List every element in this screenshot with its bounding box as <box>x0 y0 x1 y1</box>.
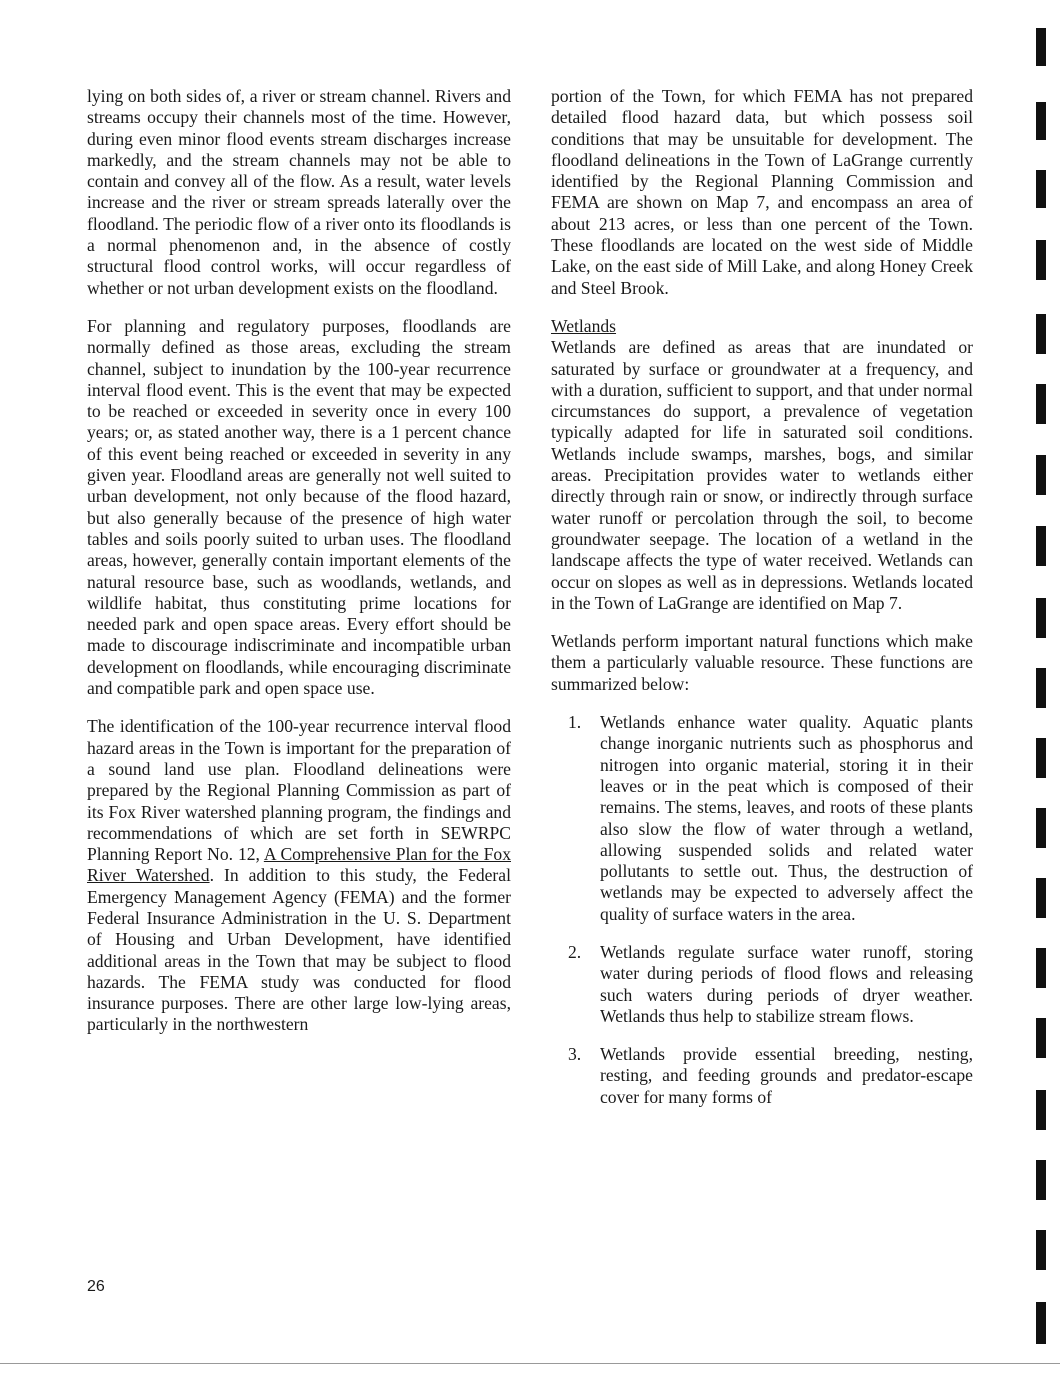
scan-edge-mark <box>1036 1230 1046 1270</box>
scan-edge-mark <box>1036 1090 1046 1130</box>
scan-bottom-edge <box>0 1363 1060 1364</box>
scan-edge-mark <box>1036 384 1046 424</box>
paragraph-text-part: . In addition to this study, the Federal Emergency Management Agency (FEMA) and the former Federal Insurance Administration in the U. S. Department of Housing and Urban Development, have identified additional areas in the Town that may be subject to flood hazards. The FEMA study was conducted for flood insurance purposes. There are other large low-lying areas, particularly in the northwestern <box>87 865 511 1035</box>
section-heading-wetlands: Wetlands <box>551 315 617 336</box>
paragraph-floodland-definition: For planning and regulatory purposes, floodlands are normally defined as those areas, excluding the stream channel, subject to inundation by the 100-year recurrence interval flood event. This is the event that may be expected to be reached or exceeded in severity once in every 100 years; or, as stated another way, there is a 1 percent chance of this event being reached or exceeded in severity in any given year. Floodland areas are generally not well suited to urban development, not only because of the flood hazard, but also generally because of the presence of high water tables and soils poorly suited to urban uses. The floodland areas, however, generally contain important elements of the natural resource base, such as woodlands, wetlands, and wildlife habitat, thus constituting prime locations for needed park and open space areas. Every effort should be made to discourage indiscriminate and incompatible urban development on floodlands, while encouraging discriminate and compatible park and open space use. <box>87 315 511 699</box>
list-item-text: Wetlands enhance water quality. Aquatic plants change inorganic nutrients such as phosphorus and nitrogen into organic material, storing it in their leaves or in the peat which is composed of their remains. The stems, leaves, and roots of these plants also slow the flow of water through a wetland, allowing suspended solids and related water pollutants to settle out. Thus, the destruction of wetlands may be expected to adversely affect the quality of surface waters in the area. <box>600 712 973 924</box>
scan-edge-mark <box>1036 1302 1046 1344</box>
scan-edge-mark <box>1036 170 1046 208</box>
paragraph-wetlands-definition: Wetlands are defined as areas that are inundated or saturated by surface or groundwater at a frequency, and with a duration, sufficient to support, and that under normal circumstances do support, a prevalence of vegetation typically adapted for life in saturated soil conditions. Wetlands include swamps, marshes, bogs, and similar areas. Precipitation provides water to wetlands either directly through rain or snow, or indirectly through surface water runoff or percolation through the soil, to become groundwater seepage. The location of a wetland in the landscape affects the type of water received. Wetlands can occur on slopes as well as in depressions. Wetlands located in the Town of LaGrange are identified on Map 7. <box>551 337 973 613</box>
scan-edge-mark <box>1036 878 1046 918</box>
list-item-number: 1. <box>568 712 582 733</box>
report-title: A Comprehensive Plan for the Fox River Watershed <box>87 844 511 886</box>
scan-edge-mark <box>1036 738 1046 778</box>
list-item <box>551 712 973 925</box>
paragraph-floodland-overview: lying on both sides of, a river or stream channel. Rivers and streams occupy their channels most of the time. However, during even minor flood events stream discharges increase markedly, and the stream channels may not be able to contain and convey all of the flow. As a result, water levels increase and the river or stream spreads laterally over the floodland. The periodic flow of a river onto its floodlands is a normal phenomenon and, in the absence of costly structural flood control works, will occur regardless of whether or not urban development exists on the floodland. <box>87 86 511 298</box>
scan-edge-mark <box>1036 102 1046 140</box>
list-item <box>551 1044 973 1108</box>
scan-edge-mark <box>1036 28 1046 66</box>
scan-edge-mark <box>1036 1018 1046 1058</box>
scan-edge-mark <box>1036 240 1046 280</box>
scan-edge-mark <box>1036 808 1046 848</box>
right-column <box>551 86 973 1125</box>
wetlands-section <box>551 316 973 614</box>
scan-edge-mark <box>1036 598 1046 638</box>
paragraph-text-part: The identification of the 100-year recurrence interval flood hazard areas in the Town is important for the preparation of a sound land use plan. Floodland delineations were prepared by the Regional Planning Commission as part of its Fox River watershed planning program, the findings and recommendations of which are set forth in SEWRPC Planning Report No. 12, <box>87 716 511 865</box>
scan-edge-mark <box>1036 948 1046 988</box>
scan-edge-mark <box>1036 526 1046 566</box>
paragraph-flood-hazard-identification <box>87 716 511 1035</box>
left-column <box>87 86 511 1053</box>
paragraph-wetland-functions-intro: Wetlands perform important natural functions which make them a particularly valuable resource. These functions are summarized below: <box>551 631 973 694</box>
list-item <box>551 942 973 1027</box>
paragraph-floodland-areas: portion of the Town, for which FEMA has not prepared detailed flood hazard data, but which possess soil conditions that may be unsuitable for development. The floodland delineations in the Town of LaGrange currently identified by the Regional Planning Commission and FEMA are shown on Map 7, and encompass an area of about 213 acres, or less than one percent of the Town. These floodlands are located on the west side of Middle Lake, on the east side of Mill Lake, and along Honey Creek and Steel Brook. <box>551 86 973 298</box>
wetland-functions-list <box>551 712 973 1108</box>
scan-edge-mark <box>1036 1160 1046 1200</box>
list-item-number: 2. <box>568 941 582 962</box>
scan-edge-mark <box>1036 668 1046 708</box>
scan-edge-mark <box>1036 455 1046 495</box>
list-item-text: Wetlands provide essential breeding, nesting, resting, and feeding grounds and predator-escape cover for many forms of <box>600 1044 973 1107</box>
list-item-text: Wetlands regulate surface water runoff, storing water during periods of flood flows and releasing such waters during periods of dryer weather. Wetlands thus help to stabilize stream flows. <box>600 941 973 1026</box>
page-number: 26 <box>87 1278 105 1295</box>
list-item-number: 3. <box>568 1044 582 1065</box>
scan-edge-mark <box>1036 314 1046 354</box>
